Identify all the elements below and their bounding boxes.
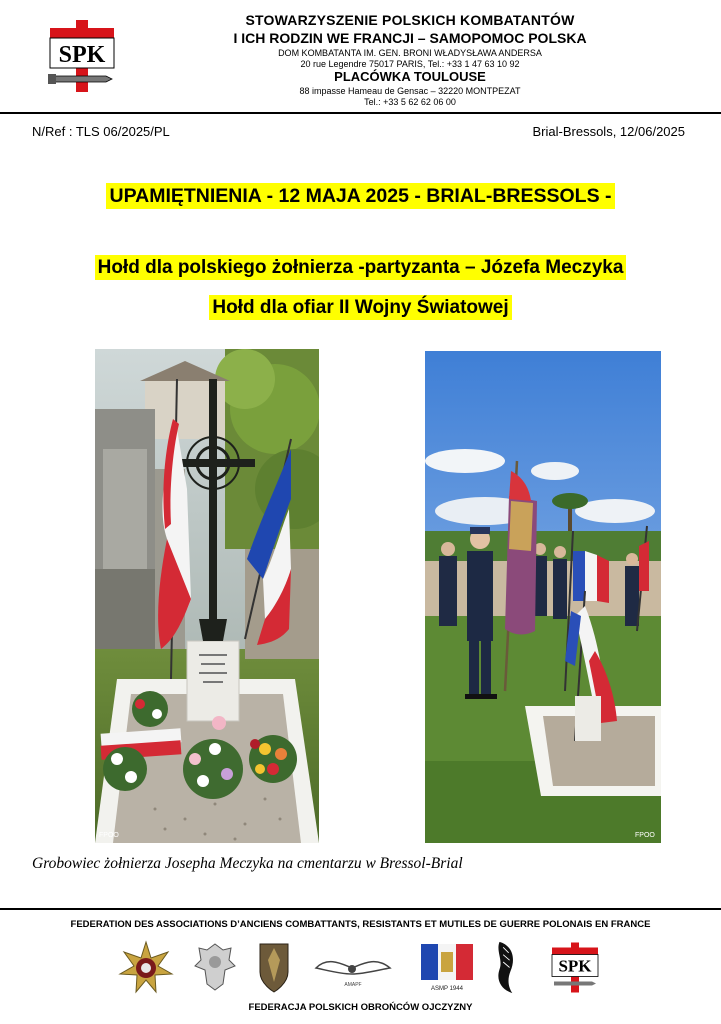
branch-phone: Tel.: +33 5 62 62 06 00 <box>364 97 456 107</box>
branch-name: PLACÓWKA TOULOUSE <box>334 69 486 84</box>
right-photo-credit: FPOO <box>635 832 655 839</box>
org-name-line1: STOWARZYSZENIE POLSKICH KOMBATANTÓW <box>245 12 575 28</box>
svg-text:SPK: SPK <box>558 956 592 976</box>
place-date: Brial-Bressols, 12/06/2025 <box>532 124 685 139</box>
svg-text:AMAPF: AMAPF <box>344 982 362 988</box>
left-photo-credit: FPOO <box>99 832 119 839</box>
org-home: DOM KOMBATANTA IM. GEN. BRONI WŁADYSŁAWA ANDERSA <box>278 48 542 58</box>
photo-caption: Grobowiec żołnierza Josepha Meczyka na cmentarzu w Bressol-Brial <box>32 855 463 872</box>
org-address: 20 rue Legendre 75017 PARIS, Tel.: +33 1 47 63 10 92 <box>300 59 520 69</box>
main-title: UPAMIĘTNIENIA - 12 MAJA 2025 - BRIAL-BRESSOLS - <box>0 185 721 208</box>
svg-text:ASMP 1944: ASMP 1944 <box>431 986 463 992</box>
spk-logo <box>46 18 118 94</box>
eagle-emblem-icon <box>193 940 237 995</box>
ceremony-photo <box>425 351 661 843</box>
spk-footer-logo <box>550 940 600 995</box>
federation-name-fr: FEDERATION DES ASSOCIATIONS D’ANCIENS COMBATTANTS, RESISTANTS ET MUTILES DE GUERRE POLONAIS EN FRANCE <box>70 919 651 930</box>
reference-number: N/Ref : TLS 06/2025/PL <box>32 124 170 139</box>
svg-text:SPK: SPK <box>58 42 106 68</box>
grave-photo <box>95 349 319 843</box>
org-name-line2: I ICH RODZIN WE FRANCJI – SAMOPOMOC POLSKA <box>233 30 587 46</box>
star-emblem-icon <box>118 940 174 995</box>
shield-emblem-icon <box>256 940 292 995</box>
subtitle-tribute-soldier: Hołd dla polskiego żołnierza -partyzanta – Józefa Meczyka <box>0 257 721 279</box>
amapf-logo <box>312 940 394 995</box>
header-divider <box>0 112 721 114</box>
footer-divider <box>0 908 721 910</box>
subtitle-tribute-victims: Hołd dla ofiar II Wojny Światowej <box>0 297 721 319</box>
asmp-1944-logo <box>419 940 475 995</box>
federation-name-pl: FEDERACJA POLSKICH OBROŃCÓW OJCZYZNY <box>248 1002 473 1013</box>
parachute-wing-icon <box>491 940 519 995</box>
branch-address: 88 impasse Hameau de Gensac – 32220 MONTPEZAT <box>299 86 521 96</box>
